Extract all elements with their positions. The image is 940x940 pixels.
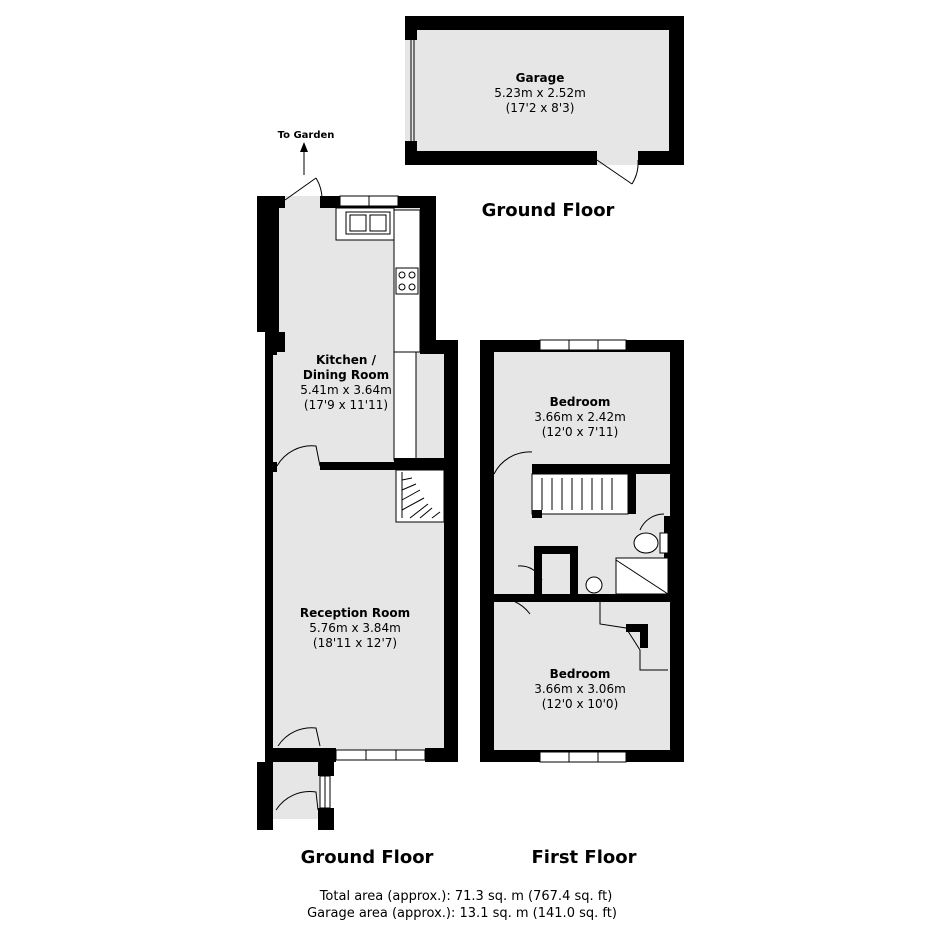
ff-wall-left	[480, 340, 494, 762]
wall-bottom-left	[265, 748, 320, 762]
ground-floor-heading: Ground Floor	[300, 847, 434, 868]
kitchen-imperial: (17'9 x 11'11)	[303, 398, 389, 412]
garage-floor-heading: Ground Floor	[481, 200, 615, 221]
bedroom-top-name: Bedroom	[549, 395, 611, 409]
bedroom-top-imperial: (12'0 x 7'11)	[541, 425, 619, 439]
bedroom-top-window	[540, 340, 626, 350]
kitchen-name-line2: Dining Room	[302, 368, 390, 382]
bedroom-bottom-name: Bedroom	[549, 667, 611, 681]
wall-bottom-right	[425, 748, 458, 762]
bathroom-wall-left	[570, 546, 578, 598]
bedroom-bottom-imperial: (12'0 x 10'0)	[541, 697, 619, 711]
toilet	[634, 533, 658, 553]
porch-floor	[272, 752, 322, 819]
garage-wall-bottom-left	[405, 151, 597, 165]
kitchen-fridge-space	[394, 352, 416, 460]
garage-wall-right	[669, 16, 684, 165]
wall-kitchen-reception	[320, 462, 396, 470]
garage-name: Garage	[515, 71, 565, 85]
first-floor-heading: First Floor	[531, 847, 637, 868]
reception-name: Reception Room	[299, 606, 411, 620]
wall-bottom-mid	[316, 748, 336, 762]
garage-plan	[405, 16, 684, 184]
wall-top-left	[257, 196, 285, 208]
porch-wall-right-top	[318, 762, 334, 776]
porch-wall-left	[257, 762, 273, 830]
wall-kitchen-right	[420, 196, 436, 352]
wall-stair-top	[394, 458, 444, 470]
garage-wall-top	[405, 16, 684, 30]
garage-wall-left-upper	[405, 16, 417, 40]
washbasin	[586, 577, 602, 593]
ff-wall-stair-right	[628, 464, 636, 514]
hob	[396, 268, 418, 294]
wall-left-main	[265, 330, 273, 770]
bedroom-top-metric: 3.66m x 2.42m	[534, 410, 626, 424]
ff-staircase	[532, 474, 628, 514]
garage-wall-bottom-right	[638, 151, 684, 165]
garage-area: Garage area (approx.): 13.1 sq. m (141.0 sq. ft)	[307, 906, 617, 921]
garage-imperial: (17'2 x 8'3)	[505, 101, 575, 115]
reception-metric: 5.76m x 3.84m	[309, 621, 401, 635]
ff-wall-mid	[494, 594, 670, 602]
ground-floor-plan	[257, 142, 458, 830]
ff-wall-stair-top	[532, 464, 678, 474]
wall-stub-left	[265, 462, 277, 472]
total-area: Total area (approx.): 71.3 sq. m (767.4 sq. ft)	[319, 889, 613, 904]
to-garden-arrow-head	[300, 142, 308, 152]
porch-wall-right-bottom	[318, 808, 334, 830]
reception-imperial: (18'11 x 12'7)	[312, 636, 398, 650]
wall-left-upper	[257, 196, 279, 332]
bedroom-bottom-metric: 3.66m x 3.06m	[534, 682, 626, 696]
kitchen-name-line1: Kitchen /	[315, 353, 377, 367]
reception-window	[336, 750, 425, 760]
garage-metric: 5.23m x 2.52m	[494, 86, 586, 100]
bedroom-bottom-window	[540, 752, 626, 762]
to-garden-label: To Garden	[277, 130, 335, 141]
kitchen-metric: 5.41m x 3.64m	[300, 383, 392, 397]
wall-right-main	[444, 340, 458, 762]
